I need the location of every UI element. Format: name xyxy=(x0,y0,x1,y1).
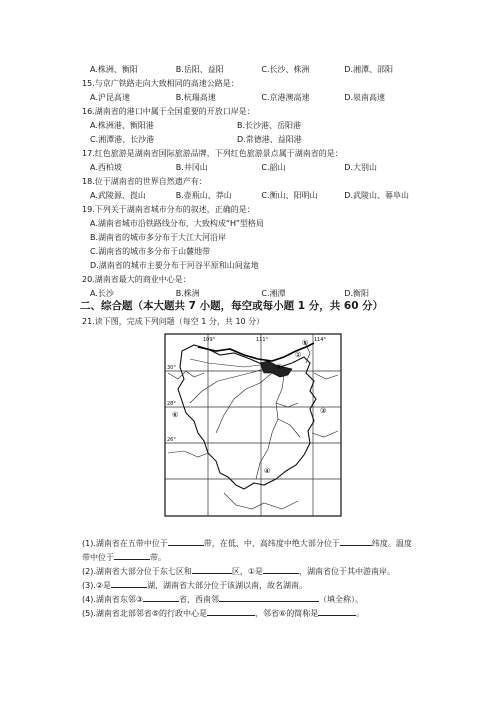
q15-option-a: A.沪昆高速 xyxy=(90,93,130,102)
q14-option-c: C.长沙、株洲 xyxy=(261,65,310,74)
q17-option-a: A.西柏坡 xyxy=(90,163,122,172)
q16-options-row2 xyxy=(90,134,430,145)
section-2-heading: 二、综合题（本大题共 7 小题，每空或每小题 1 分，共 60 分） xyxy=(80,300,384,312)
marker-3: ③ xyxy=(320,407,327,415)
lat-label-26: 26° xyxy=(167,437,176,443)
answer-blank-3[interactable] xyxy=(114,551,150,560)
q17-option-b: B.井冈山 xyxy=(175,163,208,172)
q17-options xyxy=(90,162,430,173)
answer-blank-2[interactable] xyxy=(340,537,372,546)
subq-1-line-2 xyxy=(82,551,166,563)
answer-blank-4[interactable] xyxy=(192,565,232,574)
lat-label-30: 30° xyxy=(167,365,176,371)
q16-option-c: C.湘潭港、长沙港 xyxy=(90,135,155,144)
q18-option-c: C.衡山、阳明山 xyxy=(261,191,318,200)
subq-3-text-a: (3).②是 xyxy=(82,581,112,590)
lat-label-28: 28° xyxy=(167,401,176,407)
marker-6: ⑥ xyxy=(172,411,179,419)
marker-2: ② xyxy=(276,363,283,371)
subq-1-text-b: 带，在低、中、高纬度中绝大部分位于 xyxy=(203,539,340,548)
q15-options xyxy=(90,92,430,103)
q16-option-a: A.株洲港、衡阳港 xyxy=(90,121,154,130)
q17-stem: 17.红色旅游是湖南省国际旅游品牌，下列红色旅游景点属于湖南省的是： xyxy=(82,149,343,158)
q14-option-b: B.岳阳、益阳 xyxy=(175,65,224,74)
map-frame xyxy=(165,334,341,516)
subq-5-text-c: 。 xyxy=(356,609,365,618)
q19-option-b: B.湖南省的城市多分布于大江大河沿岸 xyxy=(90,233,227,242)
marker-4: ④ xyxy=(264,467,271,475)
q15-option-c: C.京港澳高速 xyxy=(261,93,310,102)
subq-5-text-b: ，邻省⑥的简称是 xyxy=(255,609,319,618)
hunan-map-svg xyxy=(164,333,342,517)
q21-stem: 21.读下图，完成下列问题（每空 1 分，共 10 分） xyxy=(82,317,265,326)
answer-blank-8[interactable] xyxy=(219,593,319,602)
q14-option-a: A.株洲、衡阳 xyxy=(90,65,138,74)
lon-label-111: 111° xyxy=(256,337,269,343)
q20-option-d: D.衡阳 xyxy=(344,289,369,298)
subq-1-text-d: 带中位于 xyxy=(82,553,114,562)
answer-blank-7[interactable] xyxy=(143,593,179,602)
answer-blank-5[interactable] xyxy=(263,565,299,574)
q17-option-d: D.大别山 xyxy=(344,163,377,172)
subq-2 xyxy=(82,565,395,577)
q18-stem: 18.位于湖南省的世界自然遗产有： xyxy=(82,177,207,186)
subq-2-text-b: 区，①是 xyxy=(231,567,264,576)
q15-option-b: B.杭瑞高速 xyxy=(175,93,216,102)
q14-option-d: D.湘潭、邵阳 xyxy=(344,65,393,74)
subq-4-text-a: (4).湖南省东邻③ xyxy=(82,595,144,604)
q20-option-b: B.株洲 xyxy=(175,289,200,298)
subq-2-text-a: (2).湖南省大部分位于东七区和 xyxy=(82,567,192,576)
subq-3 xyxy=(82,579,307,591)
q18-option-a: A.武陵源、崀山 xyxy=(90,191,146,200)
q14-options xyxy=(90,64,430,75)
q19-stem: 19.下列关于湖南省城市分布的叙述，正确的是： xyxy=(82,205,255,214)
subq-4-text-b: 省，西南邻 xyxy=(179,595,220,604)
answer-blank-6[interactable] xyxy=(111,579,147,588)
answer-blank-9[interactable] xyxy=(207,607,255,616)
subq-2-text-c: ，湖南省位于其中游南岸。 xyxy=(299,567,396,576)
q16-stem: 16.湖南省的港口中属于全国重要的开放口岸是： xyxy=(82,107,255,116)
q19-option-d: D.湖南省的城市主要分布于河谷平原和山间盆地 xyxy=(90,261,259,270)
q19-option-a: A.湖南省城市沿铁路线分布，大致构成“H”型格局 xyxy=(90,219,264,228)
subq-5 xyxy=(82,607,364,619)
subq-1-text-a: (1).湖南省在五带中位于 xyxy=(82,539,168,548)
q16-option-b: B.长沙港、岳阳港 xyxy=(237,121,302,130)
q18-option-b: B.壶瓶山、莽山 xyxy=(175,191,232,200)
lon-label-109: 109° xyxy=(203,337,216,343)
marker-5: ⑤ xyxy=(302,339,309,347)
subq-4 xyxy=(82,593,363,605)
q16-options-row1 xyxy=(90,120,430,131)
subq-5-text-a: (5).湖南省北部邻省⑤的行政中心是 xyxy=(82,609,208,618)
hunan-map-figure xyxy=(164,333,342,517)
q20-option-c: C.湘潭 xyxy=(261,289,286,298)
q15-option-d: D.泉南高速 xyxy=(344,93,385,102)
lon-label-114: 114° xyxy=(314,337,327,343)
subq-4-text-c: （填全称）。 xyxy=(319,595,364,604)
q18-options xyxy=(90,190,430,201)
q15-stem: 15.与京广铁路走向大致相同的高速公路是： xyxy=(82,79,239,88)
subq-1-text-e: 带。 xyxy=(150,553,166,562)
q17-option-c: C.韶山 xyxy=(261,163,286,172)
q20-stem: 20.湖南省最大的商业中心是： xyxy=(82,275,191,284)
q20-option-a: A.长沙 xyxy=(90,289,114,298)
subq-1-line-1 xyxy=(82,537,412,549)
subq-3-text-b: 湖，湖南省大部分位于该湖以南，故名湖南。 xyxy=(147,581,308,590)
answer-blank-1[interactable] xyxy=(168,537,204,546)
q18-option-d: D.武陵山、幕阜山 xyxy=(344,191,409,200)
q16-option-d: D.常德港、益阳港 xyxy=(237,135,302,144)
q19-option-c: C.湖南省的城市多分布于山麓地带 xyxy=(90,247,211,256)
marker-1: ① xyxy=(295,351,302,359)
subq-1-text-c: 纬度。温度 xyxy=(371,539,412,548)
answer-blank-10[interactable] xyxy=(318,607,356,616)
